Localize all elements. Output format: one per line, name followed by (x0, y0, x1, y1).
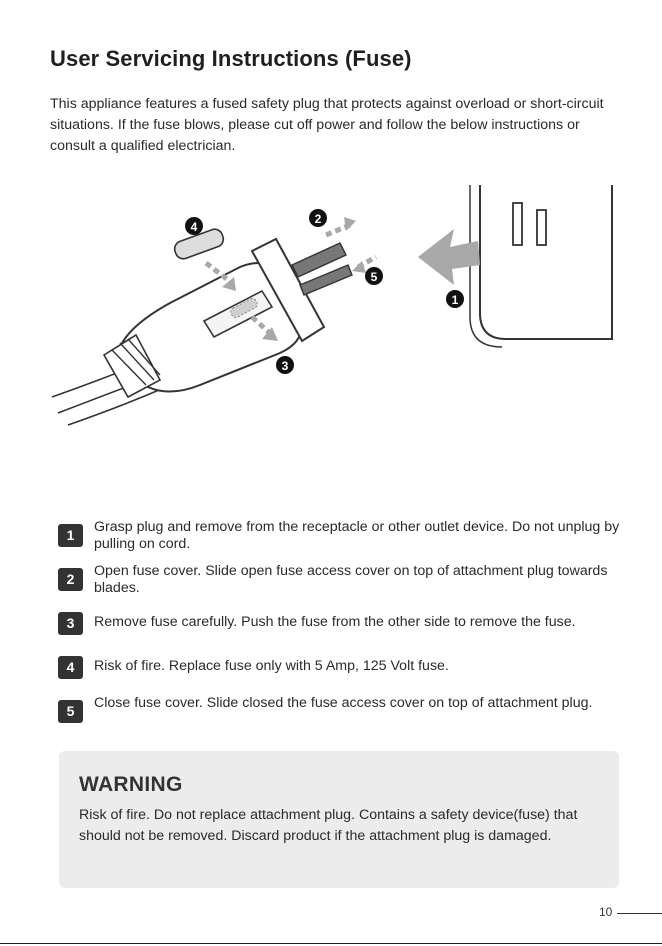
warning-title: WARNING (79, 773, 183, 796)
step-item (58, 650, 638, 694)
page-number: 10 (599, 905, 613, 919)
step-number-badge: 2 (58, 568, 83, 591)
step-item (58, 694, 638, 738)
plug-body (104, 239, 352, 397)
wall-outlet (470, 185, 612, 347)
step-number-badge: 5 (58, 700, 83, 723)
step-text: Grasp plug and remove from the receptacle or other outlet device. Do not unplug by pulling on cord. (94, 519, 620, 552)
step-number-badge: 1 (58, 524, 83, 547)
step-text: Open fuse cover. Slide open fuse access cover on top of attachment plug towards blades. (94, 563, 608, 596)
step-item (58, 562, 638, 606)
svg-text:2: 2 (314, 212, 322, 226)
step-number-badge: 3 (58, 612, 83, 635)
step-number-badge: 4 (58, 656, 83, 679)
svg-text:3: 3 (281, 359, 289, 373)
svg-text:5: 5 (370, 270, 378, 284)
callout-3 (276, 356, 294, 374)
callout-5 (365, 267, 383, 285)
warning-box (59, 751, 619, 888)
svg-text:4: 4 (190, 220, 198, 234)
warning-text: Risk of fire. Do not replace attachment plug. Contains a safety device(fuse) that should not be removed. Discard product if the attachment plug is damaged. (79, 807, 578, 844)
step-item (58, 518, 638, 562)
svg-text:1: 1 (451, 293, 459, 307)
instruction-steps (58, 518, 638, 738)
intro-paragraph: This appliance features a fused safety plug that protects against overload or short-circuit situations. If the fuse blows, please cut off power and follow the below instructions or consult a qualified electrician. (50, 96, 604, 154)
step-item (58, 606, 638, 650)
step-text: Remove fuse carefully. Push the fuse from the other side to remove the fuse. (94, 614, 576, 630)
fused-plug-illustration (40, 175, 630, 440)
bottom-divider (0, 943, 662, 944)
page-title: User Servicing Instructions (Fuse) (50, 46, 412, 71)
callout-1 (446, 290, 464, 308)
page-number-rule (617, 913, 662, 914)
step-text: Risk of fire. Replace fuse only with 5 Amp, 125 Volt fuse. (94, 658, 449, 674)
callout-2 (309, 209, 327, 227)
callout-4 (185, 217, 203, 235)
step-text: Close fuse cover. Slide closed the fuse access cover on top of attachment plug. (94, 695, 593, 711)
